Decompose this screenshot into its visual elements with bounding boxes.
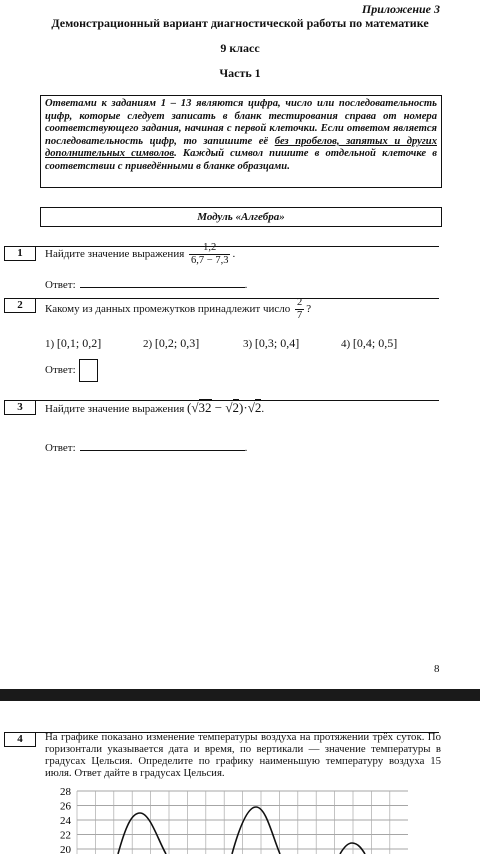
page-number: 8 xyxy=(434,663,440,675)
option-1[interactable] xyxy=(45,336,101,351)
radicand: 2 xyxy=(254,400,262,415)
temperature-chart xyxy=(0,785,480,854)
y-tick-label: 28 xyxy=(60,786,71,798)
grade-label: 9 класс xyxy=(220,41,260,55)
fraction-denominator: 6,7 − 7,3 xyxy=(191,255,229,266)
fraction xyxy=(189,242,230,267)
option-number: 4) xyxy=(341,338,351,350)
y-tick-label: 22 xyxy=(60,829,71,842)
question-text: Найдите значение выражения xyxy=(45,403,185,415)
part-label: Часть 1 xyxy=(219,66,261,80)
question-text: Какому из данных промежутков принадлежит число xyxy=(45,303,291,316)
radicand: 32 xyxy=(198,400,212,415)
chart-y-ticks xyxy=(60,786,72,854)
y-tick-label: 26 xyxy=(60,800,71,813)
question-number: 2 xyxy=(4,298,36,313)
sqrt-symbol: √ xyxy=(191,400,199,415)
fraction-numerator: 1,2 xyxy=(189,242,230,255)
question-number: 1 xyxy=(4,246,36,261)
chart-line-series xyxy=(118,807,365,854)
instructions-text-end: . Каждый символ пишите в отдельной клеточке в соответствии с приведёнными в бланке образцами. xyxy=(45,148,437,172)
sqrt-symbol: √ xyxy=(247,400,255,415)
option-3[interactable] xyxy=(243,336,299,351)
question-end: . xyxy=(261,403,265,415)
question-text: Найдите значение выражения xyxy=(45,248,185,261)
answer-label: Ответ: xyxy=(45,279,76,291)
fraction-numerator: 2 xyxy=(297,297,303,308)
answer-field[interactable] xyxy=(80,277,245,288)
option-number: 3) xyxy=(243,338,253,350)
option-value: [0,3; 0,4] xyxy=(254,336,300,350)
option-4[interactable] xyxy=(341,336,397,351)
fraction-denominator: 7 xyxy=(297,310,303,321)
option-value: [0,1; 0,2] xyxy=(56,336,102,350)
answer-box[interactable] xyxy=(79,359,98,382)
answer-row: Ответ: . xyxy=(45,442,248,454)
option-value: [0,4; 0,5] xyxy=(352,336,398,350)
answer-field[interactable] xyxy=(80,440,245,451)
paren-open: ( xyxy=(187,400,192,415)
sqrt-symbol: √ xyxy=(225,400,233,415)
instructions-box xyxy=(40,95,442,188)
answer-label: Ответ: xyxy=(45,364,76,377)
page-separator xyxy=(0,689,480,701)
document-title: Демонстрационный вариант диагностической работы по математике xyxy=(51,16,429,30)
answer-row xyxy=(45,359,98,382)
instructions-underlined: без пробелов, запятых и других дополнительных символов xyxy=(45,135,437,160)
radicand: 2 xyxy=(232,400,239,415)
fraction xyxy=(295,297,304,322)
question-number: 4 xyxy=(4,732,36,747)
y-tick-label: 20 xyxy=(60,844,71,854)
option-value: [0,2; 0,3] xyxy=(154,336,200,350)
question-3-text xyxy=(45,400,264,416)
module-header: Модуль «Алгебра» xyxy=(40,207,442,227)
question-end: ? xyxy=(306,303,312,316)
question-number: 3 xyxy=(4,400,36,415)
expression xyxy=(187,399,261,415)
option-number: 2) xyxy=(143,338,153,350)
option-2[interactable] xyxy=(143,336,199,351)
instructions-text: Ответами к заданиям 1 – 13 являются цифра, число или последовательность цифр, которые следует записать в бланк тестирования справа от номера соответствующего задания, начиная с первой клеточки. Если ответом является последовательность цифр, то запишите её xyxy=(45,98,437,147)
multiply-dot: · xyxy=(243,400,248,415)
appendix-label: Приложение 3 xyxy=(361,2,440,16)
question-2-text xyxy=(45,297,311,322)
question-1-text xyxy=(45,242,235,267)
answer-label: Ответ: xyxy=(45,442,76,454)
y-tick-label: 24 xyxy=(60,815,71,827)
paren-close: ) xyxy=(239,400,244,415)
option-number: 1) xyxy=(45,338,55,350)
question-4-text: На графике показано изменение температуры воздуха на протяжении трёх суток. По горизонтали указывается дата и время, по вертикали — значение температуры в градусах Цельсия. Определите по графику наименьшую температуру воздуха 15 июля. Ответ дайте в градусах Цельсия. xyxy=(45,731,441,779)
question-end: . xyxy=(232,248,236,261)
minus-sign: − xyxy=(211,400,226,415)
answer-row: Ответ: . xyxy=(45,279,248,291)
